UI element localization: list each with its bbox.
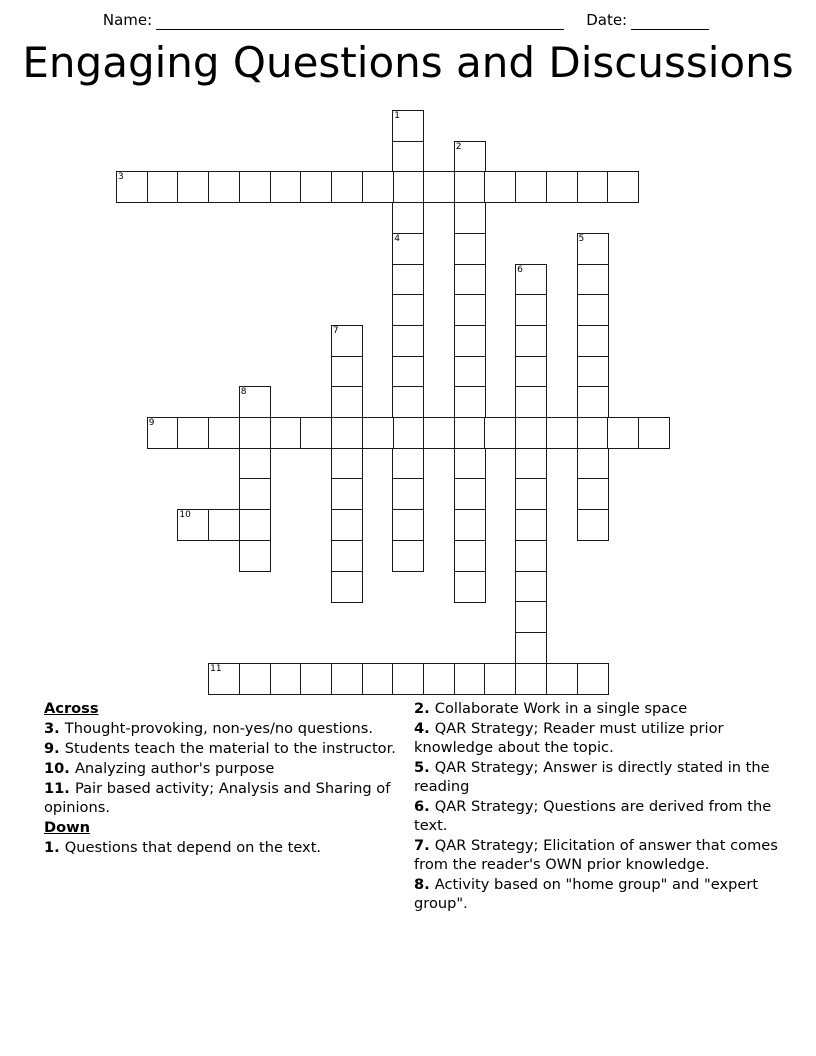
clue-column-right [414,700,784,915]
crossword-cell[interactable] [577,356,609,388]
crossword-cell[interactable] [577,264,609,296]
crossword-cell[interactable] [515,325,547,357]
crossword-cell[interactable] [392,171,424,203]
clue-item [414,720,784,758]
crossword-cell[interactable] [577,509,609,541]
cell-number: 3 [118,172,124,183]
crossword-cell[interactable] [515,663,547,695]
crossword-cell[interactable] [270,417,302,449]
clue-text: Thought-provoking, non-yes/no questions. [64,719,374,737]
crossword-cell[interactable] [515,264,547,296]
crossword-cell[interactable] [392,417,424,449]
crossword-cell[interactable] [331,417,363,449]
clue-number: 5. [414,758,435,776]
crossword-cell[interactable] [331,478,363,510]
crossword-cell[interactable] [362,663,394,695]
crossword-cell[interactable] [270,663,302,695]
clue-column-left [44,700,414,915]
clue-item [414,798,784,836]
crossword-cell[interactable] [208,509,240,541]
crossword-cell[interactable] [515,632,547,664]
clue-text: QAR Strategy; Answer is directly stated in the reading [414,758,770,795]
crossword-cell[interactable] [208,171,240,203]
crossword-cell[interactable] [454,141,486,173]
crossword-cell[interactable] [177,417,209,449]
clue-text: QAR Strategy; Elicitation of answer that comes from the reader's OWN prior knowledge. [414,836,778,873]
crossword-cell[interactable] [546,663,578,695]
clue-item [44,760,414,779]
crossword-cell[interactable] [577,417,609,449]
crossword-cell[interactable] [331,509,363,541]
crossword-cell[interactable] [577,171,609,203]
clue-number: 2. [414,700,435,717]
down-clue-list-left [44,839,414,858]
clue-number: 1. [44,838,65,856]
crossword-cell[interactable] [270,171,302,203]
clue-number: 10. [44,759,75,777]
crossword-cell[interactable] [577,294,609,326]
crossword-cell[interactable] [484,417,516,449]
cell-number: 5 [578,233,585,244]
clue-item [414,837,784,875]
cell-number: 1 [394,111,401,121]
crossword-cell[interactable] [607,417,639,449]
page-title: Engaging Questions and Discussions [22,38,794,87]
crossword-cell[interactable] [577,325,609,357]
crossword-cell[interactable] [331,171,363,203]
crossword-cell[interactable] [392,264,424,296]
crossword-cell[interactable] [423,417,455,449]
crossword-cell[interactable] [331,386,363,418]
clue-item [44,780,414,818]
crossword-cell[interactable] [454,509,486,541]
cell-number: 8 [240,387,247,398]
crossword-cell[interactable] [392,663,424,695]
crossword-cell[interactable] [239,417,271,449]
cell-number: 10 [179,510,191,521]
crossword-cell[interactable] [331,540,363,572]
crossword-cell[interactable] [147,417,179,449]
crossword-cell[interactable] [362,171,394,203]
clue-text: QAR Strategy; Reader must utilize prior knowledge about the topic. [414,719,724,756]
clue-item [414,876,784,914]
clue-text: Collaborate Work in a single space [434,700,688,717]
crossword-cell[interactable] [392,294,424,326]
cell-number: 4 [394,233,401,244]
crossword-cell[interactable] [454,325,486,357]
down-clue-list-right [414,700,784,914]
crossword-cell[interactable] [454,264,486,296]
across-clue-list [44,720,414,818]
crossword-cell[interactable] [484,663,516,695]
crossword-cell[interactable] [546,171,578,203]
clue-lists [0,700,816,915]
crossword-cell[interactable] [392,141,424,173]
crossword-cell[interactable] [362,417,394,449]
crossword-cell[interactable] [515,601,547,633]
clue-number: 9. [44,739,65,757]
crossword-cell[interactable] [116,171,148,203]
crossword-cell[interactable] [454,540,486,572]
crossword-cell[interactable] [177,509,209,541]
clue-text: Pair based activity; Analysis and Sharing of opinions. [44,779,391,816]
crossword-cell[interactable] [423,663,455,695]
crossword-cell[interactable] [239,509,271,541]
crossword-cell[interactable] [331,356,363,388]
clue-text: QAR Strategy; Questions are derived from the text. [414,797,772,834]
crossword-cell[interactable] [423,171,455,203]
crossword-cell[interactable] [239,540,271,572]
crossword-cell[interactable] [147,171,179,203]
crossword-cell[interactable] [392,448,424,480]
crossword-cell[interactable] [515,478,547,510]
crossword-cell[interactable] [515,294,547,326]
crossword-cell[interactable] [577,233,609,265]
down-heading: Down [44,818,91,836]
crossword-cell[interactable] [239,171,271,203]
clue-text: Questions that depend on the text. [64,838,322,856]
crossword-cell[interactable] [208,663,240,695]
clue-number: 8. [414,875,435,893]
crossword-cell[interactable] [239,478,271,510]
crossword-cell[interactable] [515,386,547,418]
crossword-cell[interactable] [208,417,240,449]
crossword-cell[interactable] [515,356,547,388]
crossword-cell[interactable] [515,540,547,572]
crossword-cell[interactable] [454,448,486,480]
cell-number: 2 [455,141,462,152]
clue-item [44,720,414,739]
clue-number: 7. [414,836,435,854]
across-heading: Across [44,700,99,717]
cell-number: 9 [148,418,155,428]
crossword-cell[interactable] [515,171,547,203]
crossword-cell[interactable] [454,171,486,203]
clue-item [44,839,414,858]
crossword-cell[interactable] [484,171,516,203]
crossword-cell[interactable] [392,325,424,357]
name-label: Name: [102,11,153,29]
crossword-cell[interactable] [577,663,609,695]
crossword-cell[interactable] [392,356,424,388]
crossword-cell[interactable] [454,417,486,449]
crossword-cell[interactable] [454,233,486,265]
crossword-cell[interactable] [454,294,486,326]
crossword-cell[interactable] [515,448,547,480]
crossword-cell[interactable] [454,386,486,418]
crossword-cell[interactable] [239,386,271,418]
crossword-cell[interactable] [300,171,332,203]
crossword-cell[interactable] [454,663,486,695]
crossword-cell[interactable] [515,417,547,449]
clue-item [414,759,784,797]
crossword-cell[interactable] [454,356,486,388]
crossword-cell[interactable] [239,448,271,480]
crossword-cell[interactable] [331,663,363,695]
crossword-cell[interactable] [300,663,332,695]
cell-number: 6 [517,264,523,275]
crossword-cell[interactable] [577,386,609,418]
cell-number: 11 [210,663,222,674]
crossword-cell[interactable] [392,509,424,541]
clue-number: 11. [44,779,75,797]
crossword-cell[interactable] [331,325,363,357]
crossword-cell[interactable] [177,171,209,203]
clue-item [44,740,414,759]
crossword-cell[interactable] [392,202,424,234]
crossword-cell[interactable] [300,417,332,449]
clue-number: 4. [414,719,435,737]
crossword-cell[interactable] [239,663,271,695]
crossword-cell[interactable] [454,202,486,234]
crossword-cell[interactable] [638,417,670,449]
crossword-cell[interactable] [392,386,424,418]
crossword-cell[interactable] [577,448,609,480]
crossword-cell[interactable] [392,110,424,142]
crossword-cell[interactable] [607,171,639,203]
crossword-cell[interactable] [454,478,486,510]
crossword-cell[interactable] [515,571,547,603]
date-label: Date: [586,11,628,29]
crossword-cell[interactable] [577,478,609,510]
crossword-cell[interactable] [331,571,363,603]
clue-text: Analyzing author's purpose [74,759,275,777]
crossword-cell[interactable] [546,417,578,449]
crossword-cell[interactable] [392,540,424,572]
cell-number: 7 [332,325,339,336]
crossword-cell[interactable] [515,509,547,541]
clue-number: 3. [44,719,65,737]
clue-number: 6. [414,797,435,815]
crossword-cell[interactable] [392,233,424,265]
clue-text: Activity based on "home group" and "expert group". [414,875,759,912]
crossword-cell[interactable] [331,448,363,480]
clue-text: Students teach the material to the instructor. [64,739,396,757]
crossword-cell[interactable] [454,571,486,603]
crossword-cell[interactable] [392,478,424,510]
clue-item [414,700,784,719]
